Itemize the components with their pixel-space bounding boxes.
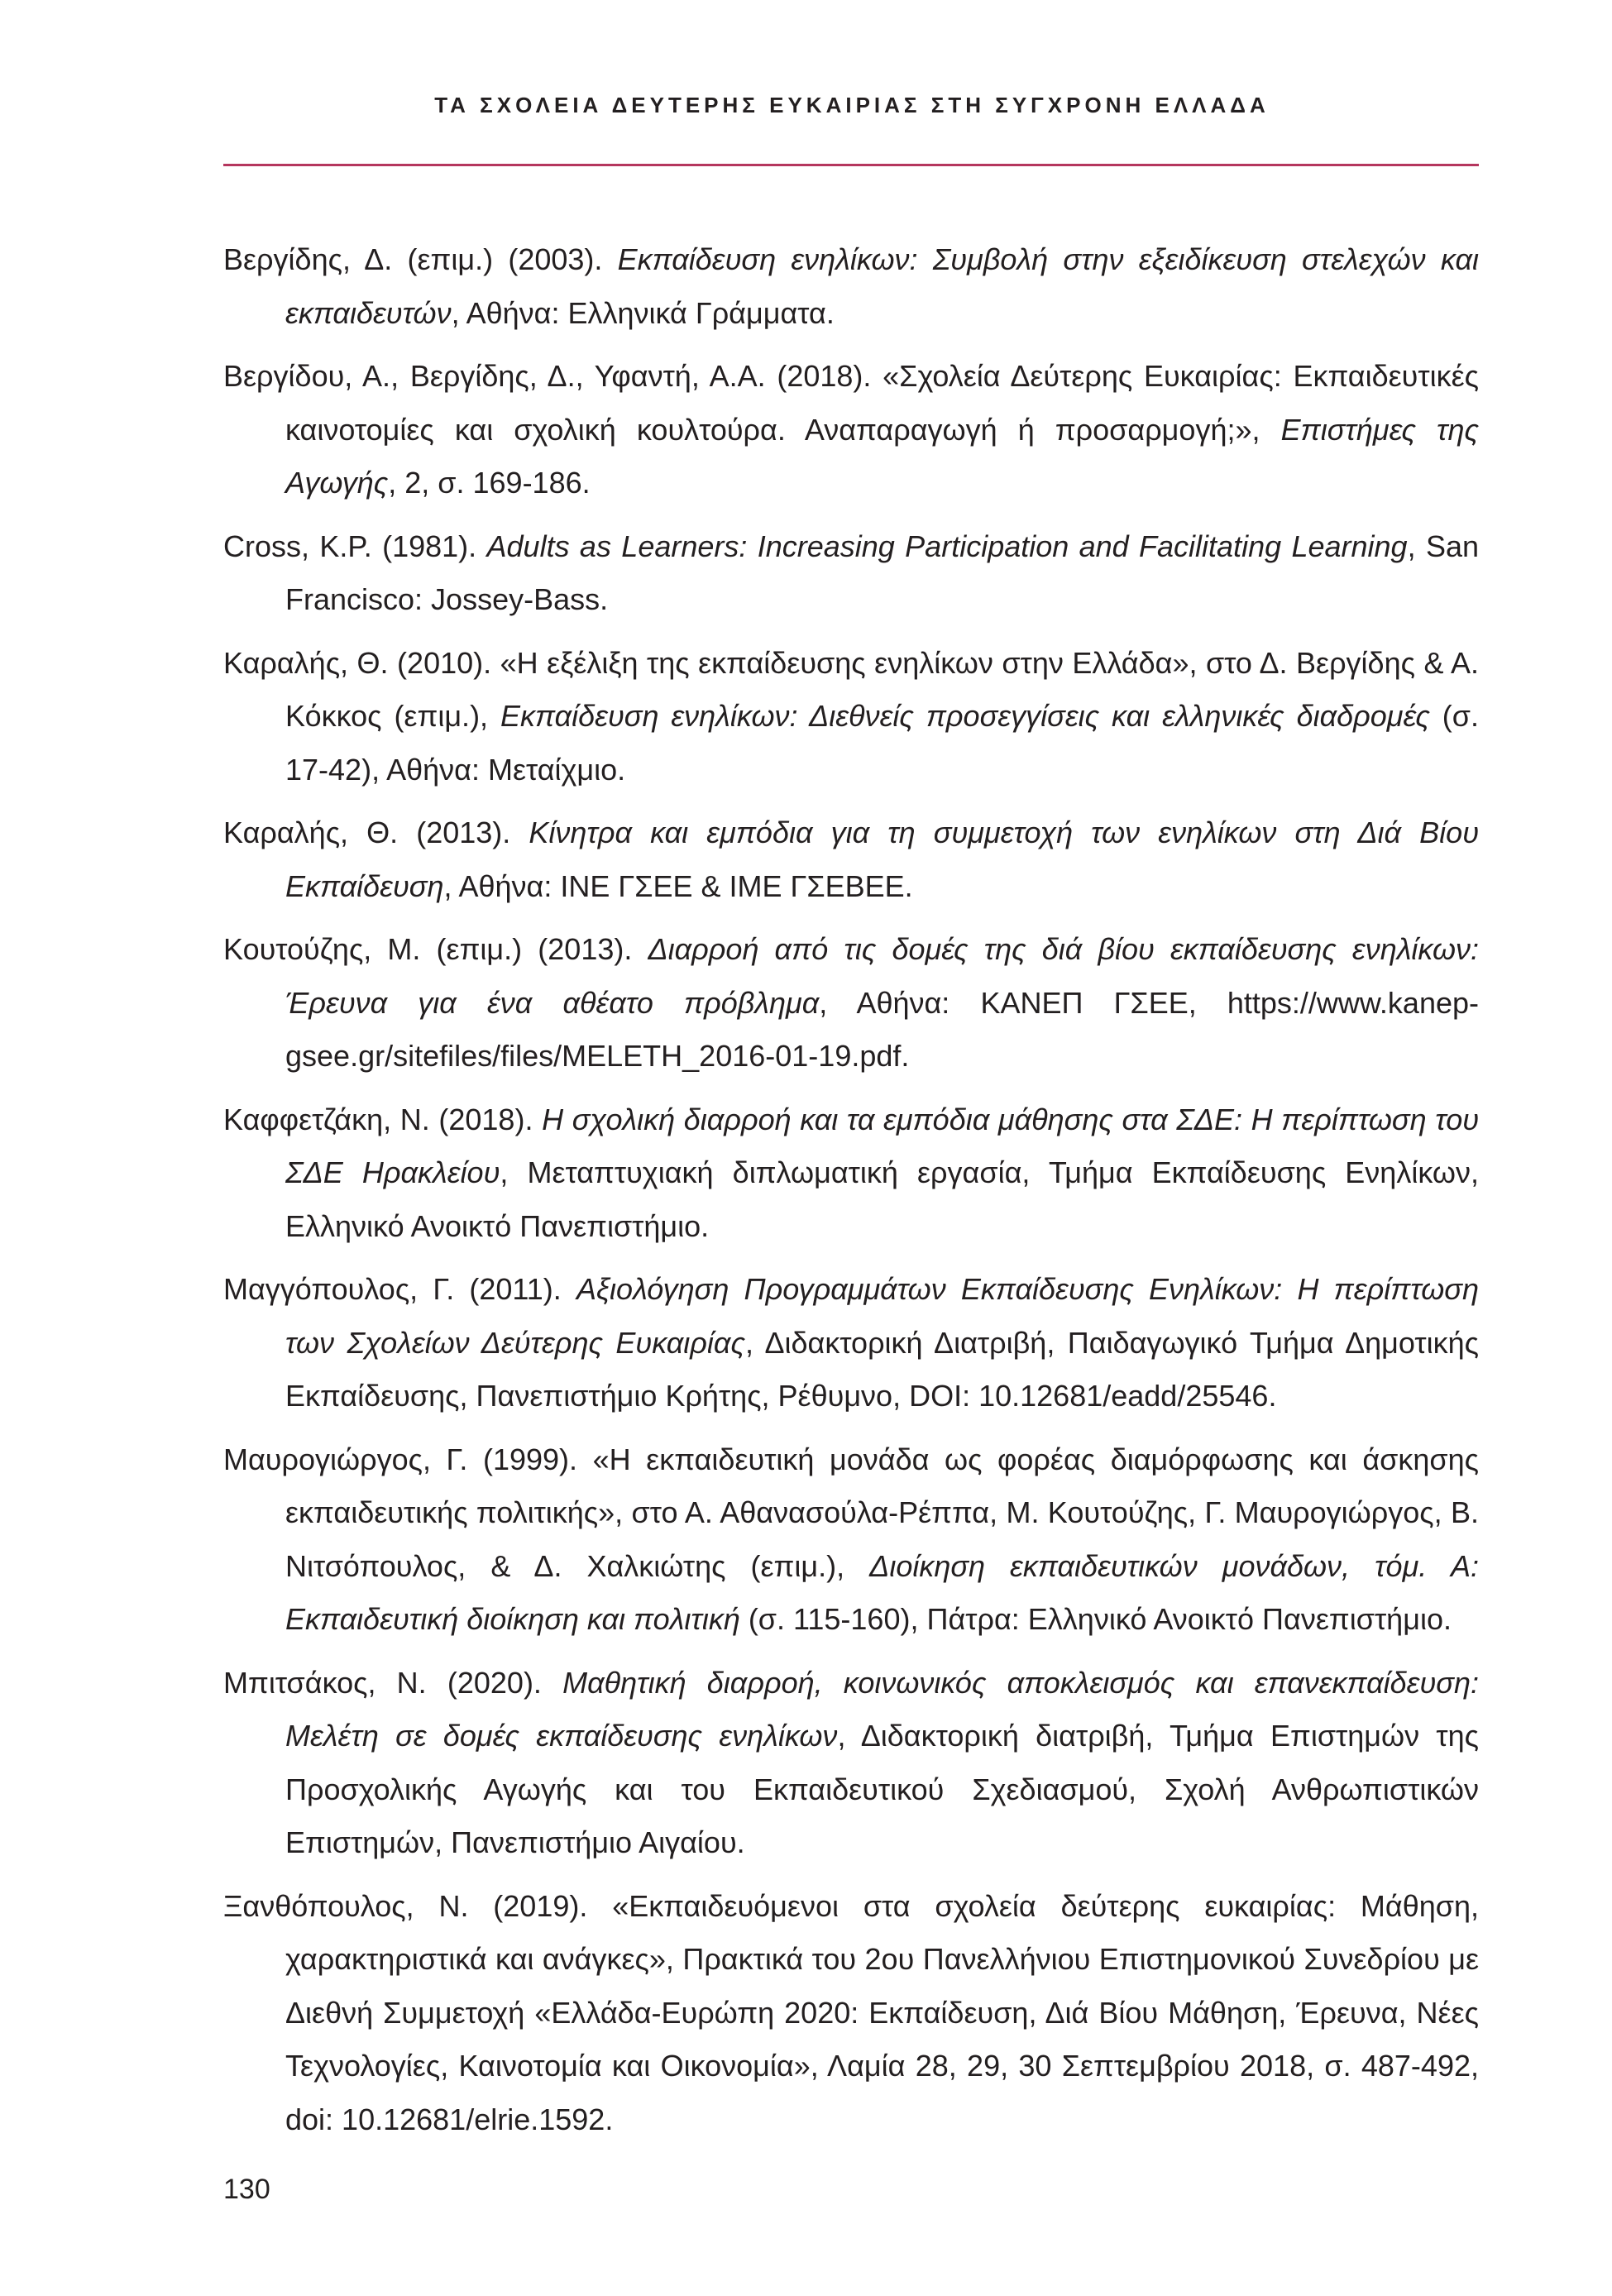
- reference-text: , Αθήνα: Ελληνικά Γράμματα.: [451, 295, 835, 330]
- header-rule: [223, 164, 1479, 166]
- reference-text: (σ. 17-42), Αθήνα: Μεταίχμιο.: [285, 699, 1479, 787]
- reference-text: , Διδακτορική διατριβή, Τμήμα Επιστημών της Προσχολικής Αγωγής και του Εκπαιδευτικού Σχεδιασμού, Σχολή Ανθρωπιστικών Επιστημών, Πανεπιστήμιο Αιγαίου.: [285, 1719, 1480, 1859]
- reference-entry: [223, 923, 1479, 1083]
- running-header: ΤΑ ΣΧΟΛΕΙΑ ΔΕΥΤΕΡΗΣ ΕΥΚΑΙΡΙΑΣ ΣΤΗ ΣΥΓΧΡΟΝΗ ΕΛΛΑΔΑ: [434, 93, 1270, 117]
- reference-title: Διαρροή από τις δομές της διά βίου εκπαίδευσης ενηλίκων: Έρευνα για ένα αθέατο πρόβλημα: [285, 932, 1480, 1020]
- reference-text: Καραλής, Θ. (2010). «Η εξέλιξη της εκπαίδευσης ενηλίκων στην Ελλάδα», στο Δ. Βεργίδης & Α. Κόκκος (επιμ.),: [223, 645, 1479, 733]
- reference-text: , Διδακτορική Διατριβή, Παιδαγωγικό Τμήμα Δημοτικής Εκπαίδευσης, Πανεπιστήμιο Κρήτης, Ρέθυμνο, DOI: 10.12681/eadd/25546.: [285, 1325, 1479, 1413]
- reference-text: , Αθήνα: ΙΝΕ ΓΣΕΕ & ΙΜΕ ΓΣΕΒΕΕ.: [443, 868, 913, 903]
- reference-title: Επιστήμες της Αγωγής: [285, 412, 1479, 500]
- reference-entry: [223, 806, 1479, 913]
- reference-text: , Μεταπτυχιακή διπλωματική εργασία, Τμήμα Εκπαίδευσης Ενηλίκων, Ελληνικό Ανοικτό Πανεπιστήμιο.: [285, 1155, 1479, 1243]
- reference-list: [223, 233, 1479, 2156]
- reference-title: Εκπαίδευση ενηλίκων: Διεθνείς προσεγγίσεις και ελληνικές διαδρομές: [500, 699, 1430, 733]
- reference-text: Μαγγόπουλος, Γ. (2011).: [223, 1272, 576, 1306]
- reference-text: Βεργίδης, Δ. (επιμ.) (2003).: [223, 242, 618, 276]
- reference-text: Βεργίδου, Α., Βεργίδης, Δ., Υφαντή, Α.Α. (2018). «Σχολεία Δεύτερης Ευκαιρίας: Εκπαιδευτικές καινοτομίες και σχολική κουλτούρα. Αναπαραγωγή ή προσαρμογή;»,: [223, 359, 1479, 447]
- reference-entry: [223, 520, 1479, 627]
- reference-text: Καφφετζάκη, Ν. (2018).: [223, 1102, 543, 1136]
- reference-title: Adults as Learners: Increasing Participation and Facilitating Learning: [486, 529, 1408, 563]
- reference-title: Διοίκηση εκπαιδευτικών μονάδων, τόμ. Α: Εκπαιδευτική διοίκηση και πολιτική: [285, 1548, 1479, 1636]
- reference-entry: [223, 1657, 1479, 1870]
- reference-entry: [223, 1880, 1479, 2147]
- reference-title: Αξιολόγηση Προγραμμάτων Εκπαίδευσης Ενηλίκων: Η περίπτωση των Σχολείων Δεύτερης Ευκαιρίας: [285, 1272, 1479, 1360]
- reference-text: Καραλής, Θ. (2013).: [223, 816, 529, 849]
- reference-text: (σ. 115-160), Πάτρα: Ελληνικό Ανοικτό Πανεπιστήμιο.: [739, 1602, 1452, 1636]
- reference-entry: [223, 350, 1479, 510]
- page-number: 130: [223, 2174, 270, 2205]
- reference-text: Κουτούζης, Μ. (επιμ.) (2013).: [223, 932, 648, 966]
- reference-text: , Αθήνα: ΚΑΝΕΠ ΓΣΕΕ, https://www.kanep-gsee.gr/sitefiles/files/MELETH_2016-01-19.pdf.: [285, 985, 1480, 1073]
- reference-entry: [223, 1263, 1479, 1423]
- reference-entry: [223, 1093, 1479, 1254]
- reference-text: Μαυρογιώργος, Γ. (1999). «Η εκπαιδευτική μονάδα ως φορέας διαμόρφωσης και άσκησης εκπαιδευτικής πολιτικής», στο Α. Αθανασούλα-Ρέππα, Μ. Κουτούζης, Γ. Μαυρογιώργος, Β. Νιτσόπουλος, & Δ. Χαλκιώτης (επιμ.),: [223, 1442, 1479, 1583]
- reference-title: Μαθητική διαρροή, κοινωνικός αποκλεισμός και επανεκπαίδευση: Μελέτη σε δομές εκπαίδευσης ενηλίκων: [285, 1665, 1479, 1753]
- reference-text: , 2, σ. 169-186.: [388, 466, 591, 500]
- reference-entry: [223, 233, 1479, 340]
- reference-title: Η σχολική διαρροή και τα εμπόδια μάθησης στα ΣΔΕ: Η περίπτωση του ΣΔΕ Ηρακλείου: [285, 1102, 1480, 1189]
- reference-title: Εκπαίδευση ενηλίκων: Συμβολή στην εξειδίκευση στελεχών και εκπαιδευτών: [285, 242, 1479, 330]
- reference-text: , San Francisco: Jossey-Bass.: [285, 529, 1480, 616]
- reference-text: Ξανθόπουλος, Ν. (2019). «Εκπαιδευόμενοι στα σχολεία δεύτερης ευκαιρίας: Μάθηση, χαρακτηριστικά και ανάγκες», Πρακτικά του 2ου Πανελλήνιου Επιστημονικού Συνεδρίου με Διεθνή Συμμετοχή «Ελλάδα-Ευρώπη 2020: Εκπαίδευση, Διά Βίου Μάθηση, Έρευνα, Νέες Τεχνολογίες, Καινοτομία και Οικονομία», Λαμία 28, 29, 30 Σεπτεμβρίου 2018, σ. 487-492, doi: 10.12681/elrie.1592.: [223, 1888, 1479, 2136]
- reference-entry: [223, 637, 1479, 797]
- reference-text: Cross, K.P. (1981).: [223, 529, 487, 563]
- reference-title: Κίνητρα και εμπόδια για τη συμμετοχή των ενηλίκων στη Διά Βίου Εκπαίδευση: [285, 816, 1479, 903]
- reference-entry: [223, 1433, 1479, 1647]
- reference-text: Μπιτσάκος, Ν. (2020).: [223, 1665, 563, 1700]
